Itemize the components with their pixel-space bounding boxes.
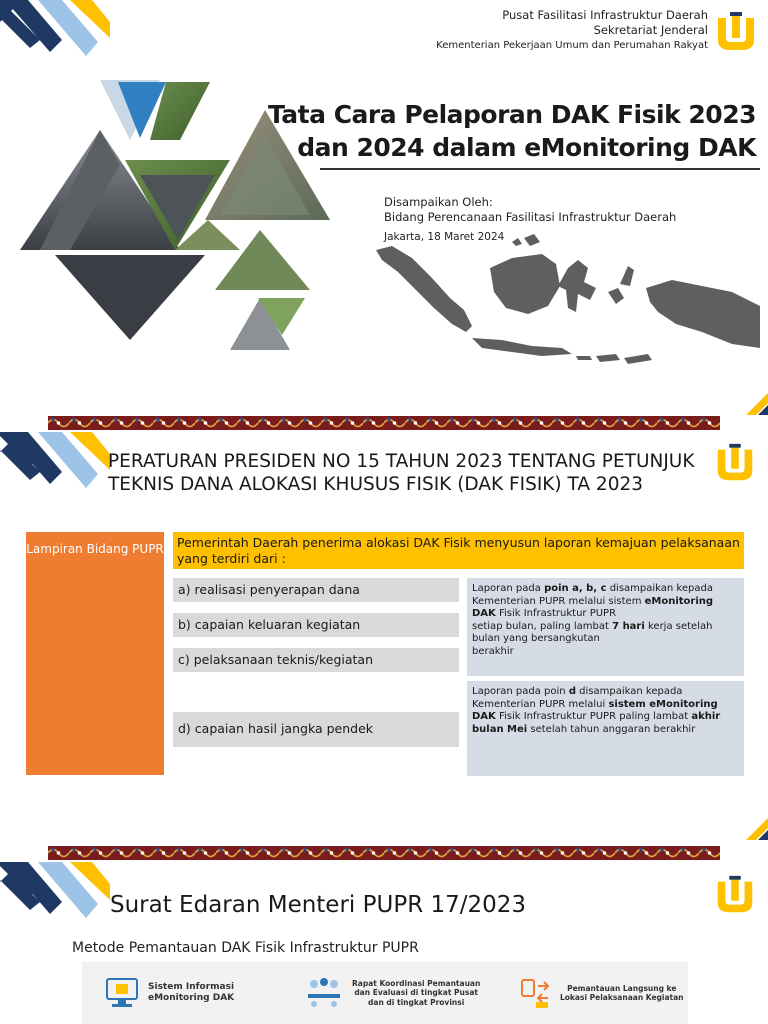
indonesia-map-icon: [372, 228, 762, 378]
info-bold: d: [568, 686, 576, 697]
info-text: kerja setelah bulan yang bersangkutan: [472, 620, 713, 644]
cover-title-line-1: Tata Cara Pelaporan DAK Fisik 2023: [267, 100, 756, 129]
org-line-1: Pusat Fasilitasi Infrastruktur Daerah: [502, 8, 708, 22]
batik-border-decoration: [0, 846, 768, 860]
corner-stripes-decoration: [0, 432, 110, 502]
info-text: Fisik Infrastruktur PUPR: [495, 608, 617, 619]
info-text: setiap bulan, paling lambat: [472, 620, 613, 632]
site-visit-icon: [518, 976, 552, 1010]
pupr-logo-icon: [712, 872, 758, 918]
method-label-line: Rapat Koordinasi Pemantauan: [352, 978, 481, 988]
cover-title-line-2: dan 2024 dalam eMonitoring DAK: [297, 133, 756, 162]
batik-border-decoration: [0, 416, 768, 430]
pupr-logo-icon: [712, 440, 758, 486]
info-bold: eMonitoring DAK: [472, 595, 714, 619]
info-box-monthly: [467, 578, 744, 676]
title-underline: [320, 168, 760, 170]
info-bold: poin a, b, c: [544, 583, 607, 594]
report-item-b: b) capaian keluaran kegiatan: [173, 613, 459, 637]
info-text: Fisik Infrastruktur PUPR paling lambat: [495, 711, 692, 722]
monitor-icon: [104, 976, 140, 1010]
report-item-d: d) capaian hasil jangka pendek: [173, 712, 459, 747]
meeting-icon: [304, 976, 344, 1010]
info-text: berakhir: [472, 645, 514, 657]
method-label-line: Lokasi Pelaksanaan Kegiatan: [560, 993, 684, 1002]
info-bold: sistem eMonitoring DAK: [472, 698, 718, 722]
org-line-2: Sekretariat Jenderal: [593, 23, 708, 37]
info-text: Laporan pada poin: [472, 686, 569, 697]
method-label: [148, 982, 234, 1004]
method-label-line: eMonitoring DAK: [148, 993, 235, 1003]
presenter-name: Bidang Perencanaan Fasilitasi Infrastruktur Daerah: [384, 210, 677, 224]
slide-surat-edaran: [0, 862, 768, 1024]
method-pemantauan-langsung: [518, 976, 684, 1010]
intro-box: Pemerintah Daerah penerima alokasi DAK Fisik menyusun laporan kemajuan pelaksanaan yang terdiri dari :: [173, 532, 744, 569]
info-text: setelah tahun anggaran berakhir: [527, 723, 696, 735]
info-bold: 7 hari: [612, 620, 645, 632]
presentation-date: Jakarta, 18 Maret 2024: [384, 231, 505, 243]
info-text: Laporan pada: [472, 583, 545, 594]
photo-collage: [0, 0, 340, 360]
info-box-yearly: [467, 681, 744, 776]
method-rapat-koordinasi: [304, 976, 480, 1010]
report-item-a: a) realisasi penyerapan dana: [173, 578, 459, 602]
corner-stripe-decoration: [728, 385, 768, 415]
slide-heading: Surat Edaran Menteri PUPR 17/2023: [110, 892, 527, 918]
lampiran-label: Lampiran Bidang PUPR: [26, 532, 164, 775]
cover-title: [268, 98, 756, 164]
org-line-3: Kementerian Pekerjaan Umum dan Perumahan Rakyat: [436, 40, 708, 51]
method-emonitoring: [104, 976, 234, 1010]
organization-header: [436, 8, 708, 53]
method-label-line: dan Evaluasi di tingkat Pusat: [354, 988, 478, 998]
slide-heading: PERATURAN PRESIDEN NO 15 TAHUN 2023 TENTANG PETUNJUK TEKNIS DANA ALOKASI KHUSUS FISIK (DAK FISIK) TA 2023: [108, 451, 695, 495]
method-label-line: Pemantauan Langsung ke: [567, 983, 677, 993]
info-text: disampaikan kepada Kementerian PUPR melalui sistem: [472, 583, 713, 607]
slide-cover: [0, 0, 768, 415]
info-bold: akhir bulan Mei: [472, 711, 721, 735]
info-text: disampaikan kepada Kementerian PUPR melalui: [472, 686, 683, 710]
method-label-line: Sistem Informasi: [148, 982, 235, 992]
monitoring-methods: [82, 962, 688, 1024]
slide-perpres: [0, 432, 768, 840]
method-label: [352, 979, 480, 1008]
corner-stripe-decoration: [728, 810, 768, 840]
method-label: [560, 984, 684, 1003]
presenter-label: Disampaikan Oleh:: [384, 195, 493, 209]
slide-subheading: Metode Pemantauan DAK Fisik Infrastruktur PUPR: [72, 940, 419, 956]
pupr-logo-icon: [712, 8, 760, 56]
corner-stripes-decoration: [0, 862, 110, 932]
method-label-line: dan di tingkat Provinsi: [368, 997, 465, 1007]
report-item-c: c) pelaksanaan teknis/kegiatan: [173, 648, 459, 672]
